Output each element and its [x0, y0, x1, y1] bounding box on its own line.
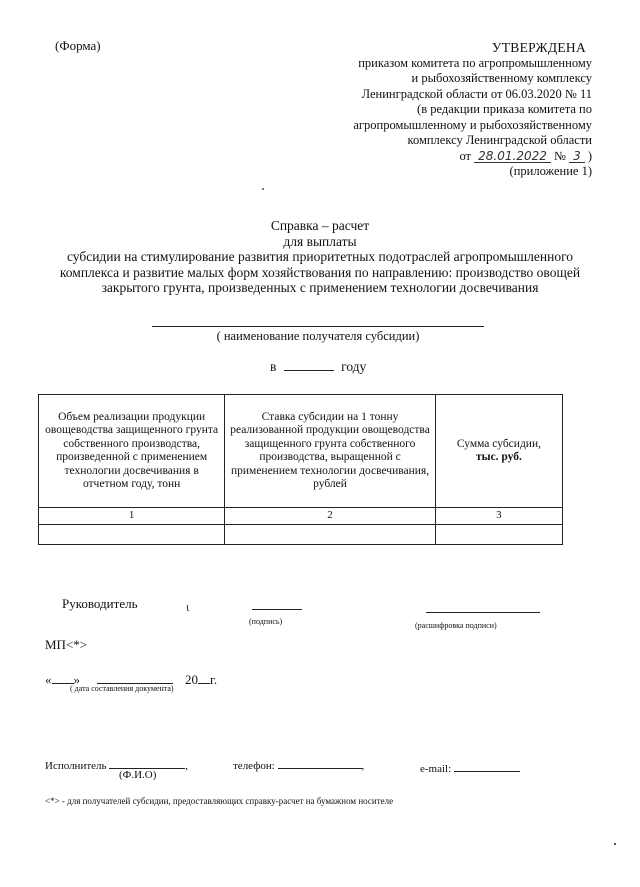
column-number: 3: [435, 508, 562, 525]
approval-block: [353, 40, 592, 180]
approval-line: Ленинградской области от 06.03.2020 № 11: [361, 86, 592, 101]
phone-row: [233, 758, 364, 772]
signature-line: [252, 609, 302, 610]
date-close-quote: »: [73, 672, 80, 687]
email-blank: [454, 761, 520, 772]
title-line: субсидии на стимулирование развития приоритетных подотраслей агропромышленного: [66, 249, 574, 264]
document-title: [40, 218, 600, 296]
approval-line: приказом комитета по агропромышленному: [358, 55, 592, 70]
day-blank: [52, 671, 74, 684]
approval-line: и рыбохозяйственному комплексу: [411, 71, 592, 85]
footnote: <*> - для получателей субсидии, предоставляющих справку-расчет на бумажном носителе: [45, 796, 394, 806]
year-suffix: году: [341, 359, 367, 374]
recipient-caption: ( наименование получателя субсидии): [216, 329, 420, 343]
number-label: №: [554, 148, 566, 163]
table-header-row: [39, 395, 563, 508]
approval-line: комплексу Ленинградской области: [407, 133, 592, 147]
year-digits-blank: [198, 671, 210, 684]
signature-caption: (подпись): [249, 617, 283, 626]
fio-caption: (Ф.И.О): [119, 769, 157, 781]
from-label: от: [459, 148, 472, 163]
executor-comma: ,: [185, 760, 189, 772]
year-suffix-g: г.: [210, 672, 218, 687]
table-row: [39, 525, 563, 545]
executor-row: [45, 758, 188, 772]
column-number-row: [39, 508, 563, 525]
appendix-label: (приложение 1): [509, 164, 592, 178]
recipient-name-line: [152, 326, 484, 327]
scan-speck: [262, 188, 264, 190]
decryption-line: [426, 612, 540, 613]
header-amount-unit: тыс. руб.: [475, 451, 522, 463]
year-prefix-20: 20: [185, 672, 198, 687]
column-number: 2: [225, 508, 436, 525]
title-line: комплекса и развитие малых форм хозяйствования по направлению: производство овощей: [59, 264, 581, 280]
decryption-caption: (расшифровка подписи): [415, 621, 497, 630]
column-number: 1: [39, 508, 225, 525]
header-amount-label: Сумма субсидии,: [456, 437, 541, 450]
title-line: Справка – расчет: [270, 218, 370, 233]
email-row: [420, 761, 520, 775]
header-amount: [435, 395, 562, 508]
phone-blank: [278, 758, 362, 769]
executor-blank: [109, 758, 185, 769]
title-line: закрытого грунта, произведенных с применением технологии досвечивания: [101, 280, 539, 295]
title-line: для выплаты: [283, 233, 357, 249]
email-label: e-mail:: [420, 763, 452, 775]
pen-mark: ɩ: [186, 601, 190, 614]
report-year-row: [270, 358, 366, 375]
form-label: (Форма): [55, 38, 101, 53]
subsidy-table: [38, 394, 563, 545]
date-open-quote: «: [45, 672, 52, 687]
date-caption: ( дата составления документа): [70, 684, 174, 693]
phone-label: телефон:: [233, 760, 275, 772]
approval-line: агропромышленному и рыбохозяйственному: [353, 117, 592, 132]
head-label: Руководитель: [62, 596, 138, 611]
closing-paren: ): [587, 148, 592, 163]
approval-date-line: [353, 149, 592, 165]
executor-label: Исполнитель: [45, 760, 107, 772]
handwritten-number: 3: [569, 150, 585, 163]
table-cell: [435, 525, 562, 545]
year-prefix: в: [270, 359, 277, 374]
phone-comma: ,: [361, 760, 365, 772]
handwritten-date: 28.01.2022: [474, 150, 551, 163]
approval-line: (в редакции приказа комитета по: [417, 102, 592, 116]
approval-heading: УТВЕРЖДЕНА: [491, 40, 586, 55]
table-cell: [225, 525, 436, 545]
header-volume: Объем реализации продукции овощеводства защищенного грунта собственного производства, произведенной с применением технологии досвечивания в отчетном году, тонн: [39, 395, 225, 508]
table-cell: [39, 525, 225, 545]
stamp-label: МП<*>: [45, 637, 88, 652]
header-rate: Ставка субсидии на 1 тонну реализованной продукции овощеводства защищенного грунта собственного производства, выращенной с применением технологии досвечивания, рублей: [225, 395, 436, 508]
month-blank: [97, 671, 173, 684]
year-blank: [284, 358, 334, 371]
scan-speck: [614, 843, 616, 845]
